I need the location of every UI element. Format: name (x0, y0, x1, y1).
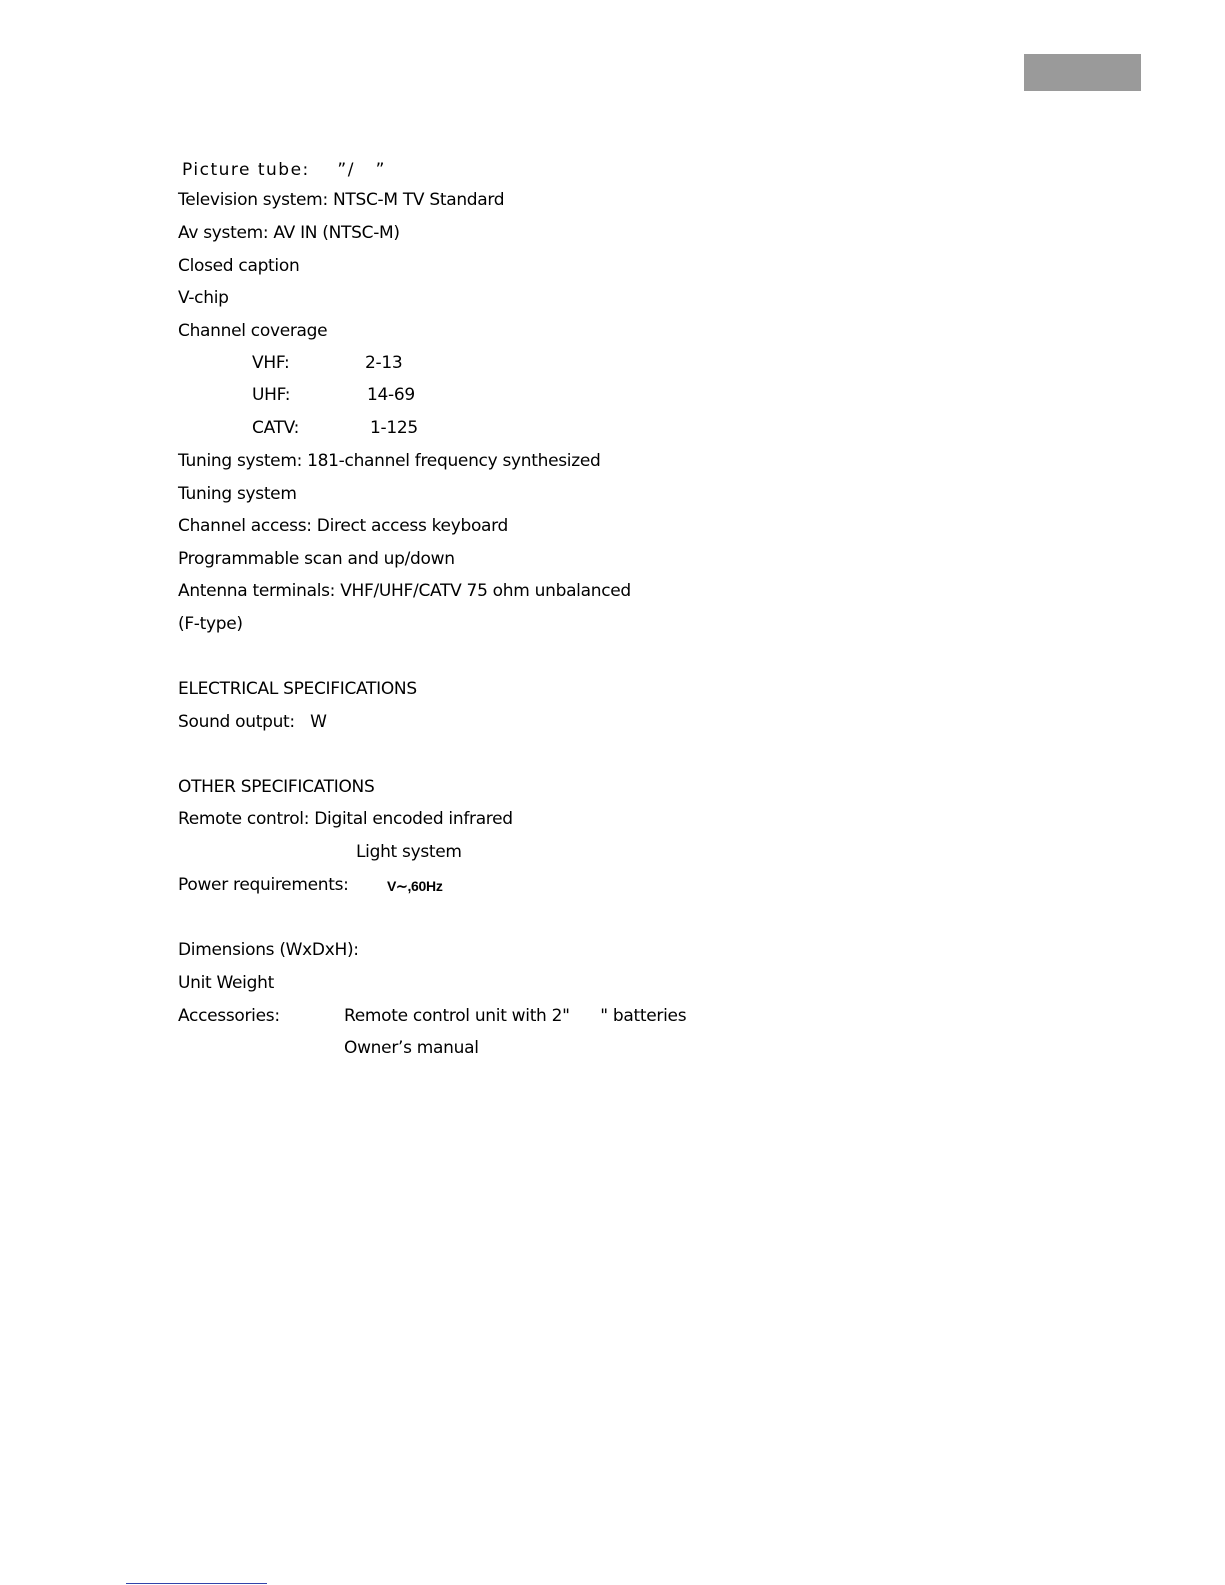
television-system-line: Television system: NTSC-M TV Standard (178, 190, 505, 210)
av-system-line: Av system: AV IN (NTSC-M) (178, 223, 400, 243)
power-requirements-value: V∼,60Hz (387, 878, 443, 894)
catv-label: CATV: (252, 418, 300, 438)
programmable-scan-line: Programmable scan and up/down (178, 549, 455, 569)
catv-value: 1-125 (370, 418, 418, 438)
remote-control-line: Remote control: Digital encoded infrared (178, 809, 513, 829)
unit-weight-line: Unit Weight (178, 973, 274, 993)
f-type-line: (F-type) (178, 614, 243, 634)
other-heading: OTHER SPECIFICATIONS (178, 777, 375, 797)
accessories-item-manual: Owner’s manual (344, 1038, 479, 1058)
accessories-item-remote: Remote control unit with 2" " batteries (344, 1006, 687, 1026)
closed-caption-line: Closed caption (178, 256, 300, 276)
accessories-label: Accessories: (178, 1006, 280, 1026)
power-requirements-label: Power requirements: (178, 875, 349, 895)
uhf-value: 14-69 (367, 385, 415, 405)
electrical-heading: ELECTRICAL SPECIFICATIONS (178, 679, 417, 699)
picture-tube-line: Picture tube: ”/ ” (182, 160, 386, 180)
footer-link-underline (126, 1583, 267, 1584)
antenna-terminals-line: Antenna terminals: VHF/UHF/CATV 75 ohm unbalanced (178, 581, 631, 601)
uhf-label: UHF: (252, 385, 291, 405)
channel-access-line: Channel access: Direct access keyboard (178, 516, 509, 536)
light-system-line: Light system (356, 842, 462, 862)
channel-coverage-line: Channel coverage (178, 321, 328, 341)
tuning-system-line: Tuning system (178, 484, 297, 504)
sound-output-line: Sound output: W (178, 712, 327, 732)
dimensions-line: Dimensions (WxDxH): (178, 940, 359, 960)
vchip-line: V-chip (178, 288, 229, 308)
tuning-system-synth-line: Tuning system: 181-channel frequency synthesized (178, 451, 601, 471)
vhf-label: VHF: (252, 353, 290, 373)
vhf-value: 2-13 (365, 353, 403, 373)
header-tab-box (1024, 54, 1141, 91)
